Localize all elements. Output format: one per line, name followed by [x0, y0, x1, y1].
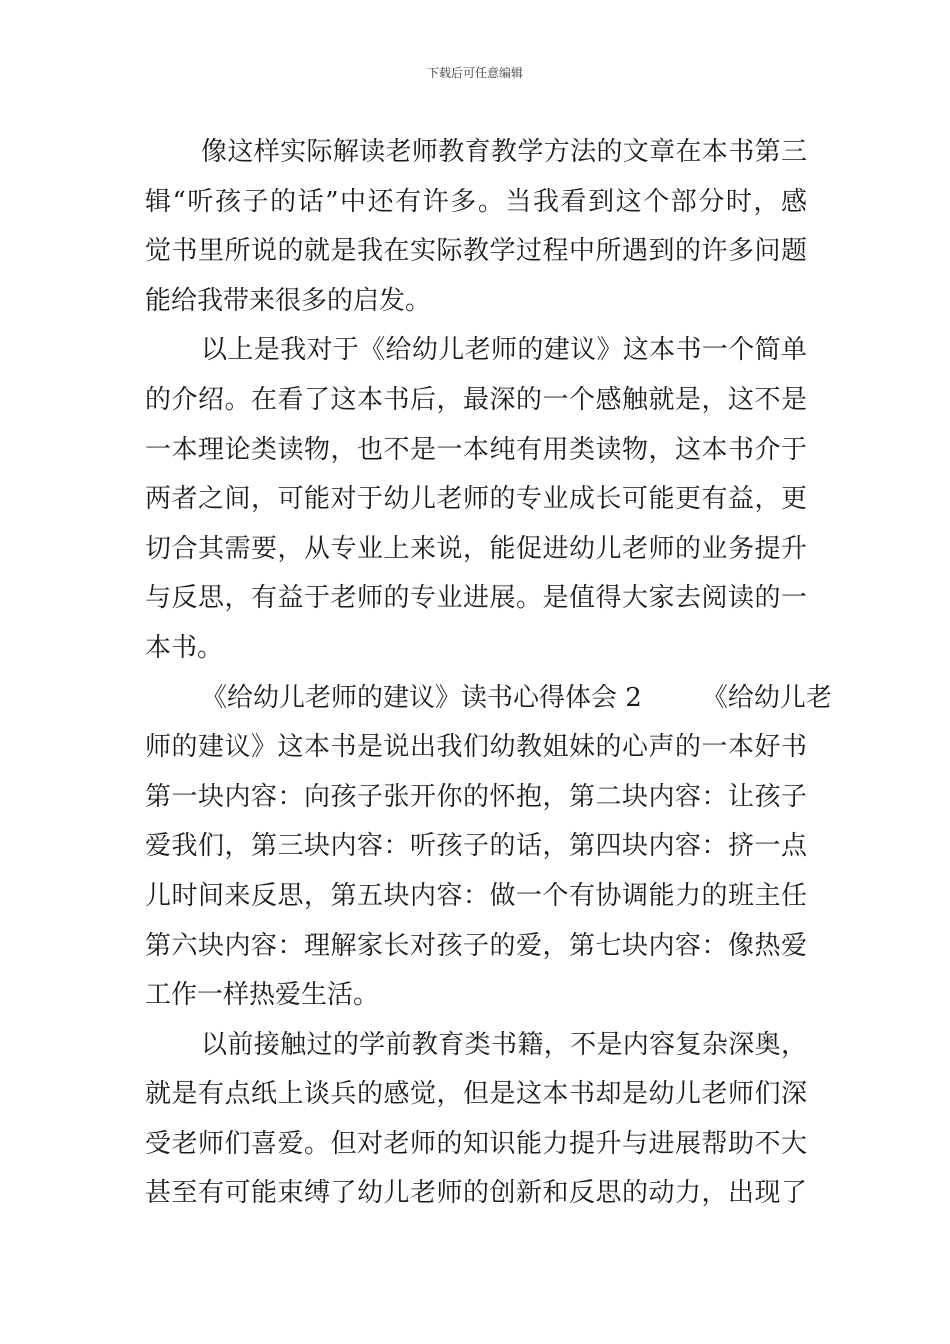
text-line: 的介绍。在看了这本书后，最深的一个感触就是，这不是 [145, 384, 807, 415]
text-line [145, 674, 832, 724]
text-line: 师的建议》这本书是说出我们幼教姐妹的心声的一本好书 [145, 732, 807, 763]
text-line: 辑“听孩子的话”中还有许多。当我看到这个部分时，感 [145, 186, 807, 217]
text-line: 儿时间来反思，第五块内容：做一个有协调能力的班主任 [145, 880, 807, 911]
text-line: 能给我带来很多的启发。 [145, 285, 432, 316]
text-line: 爱我们，第三块内容：听孩子的话，第四块内容：挤一点 [145, 831, 807, 862]
text-line: 受老师们喜爱。但对老师的知识能力提升与进展帮助不大 [145, 1128, 807, 1159]
paragraph-2 [145, 326, 807, 673]
text-line: 以上是我对于《给幼儿老师的建议》这本书一个简单 [201, 335, 807, 366]
paragraph-4 [145, 1021, 807, 1219]
document-body [145, 128, 832, 1219]
text-line: 与反思，有益于老师的专业进展。是值得大家去阅读的一 [145, 583, 807, 614]
text-line: 觉书里所说的就是我在实际教学过程中所遇到的许多问题 [145, 236, 807, 267]
text-line: 第一块内容：向孩子张开你的怀抱，第二块内容：让孩子 [145, 781, 807, 812]
text-line: 本书。 [145, 632, 224, 663]
text-line: 像这样实际解读老师教育教学方法的文章在本书第三 [201, 137, 807, 167]
text-line: 两者之间，可能对于幼儿老师的专业成长可能更有益，更 [145, 484, 807, 515]
page-header: 下载后可任意编辑 [426, 66, 523, 80]
text-line: 甚至有可能束缚了幼儿老师的创新和反思的动力，出现了 [145, 1178, 807, 1209]
text-fragment: 《给幼儿老 [701, 682, 832, 713]
section-heading: 《给幼儿老师的建议》读书心得体会 2 [201, 682, 642, 713]
text-line: 工作一样热爱生活。 [145, 980, 380, 1011]
paragraph-3 [145, 674, 832, 1021]
text-line: 就是有点纸上谈兵的感觉，但是这本书却是幼儿老师们深 [145, 1079, 807, 1110]
paragraph-1 [145, 128, 807, 326]
text-line: 切合其需要，从专业上来说，能促进幼儿老师的业务提升 [145, 533, 807, 564]
text-line: 以前接触过的学前教育类书籍，不是内容复杂深奥， [201, 1029, 807, 1060]
text-line: 一本理论类读物，也不是一本纯有用类读物，这本书介于 [145, 434, 807, 465]
text-line: 第六块内容：理解家长对孩子的爱，第七块内容：像热爱 [145, 930, 807, 961]
